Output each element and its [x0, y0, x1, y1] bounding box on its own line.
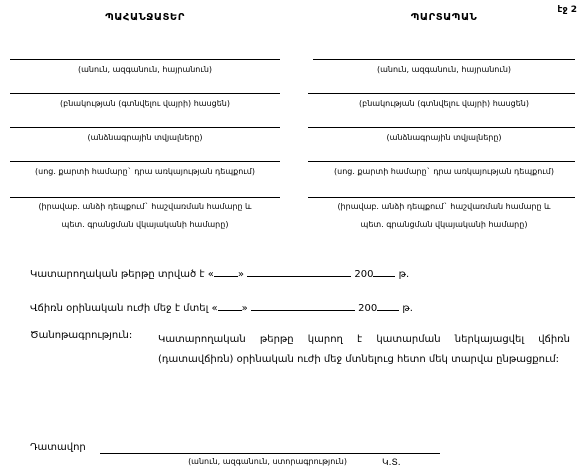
issued-date-statement — [30, 266, 409, 280]
effective-year-prefix: 200 — [358, 303, 378, 314]
effective-day-blank — [218, 300, 242, 311]
judge-signature-label: Դատավոր — [30, 442, 86, 453]
left-social-card-caption: (սոց. քարտի համարը` դրա առկայության դեպքում) — [35, 167, 255, 176]
right-legal-entity-caption-2: պետ. գրանցման վկայականի համարը) — [360, 220, 528, 229]
left-address-caption: (բնակության (գտնվելու վայրի) հասցեն) — [60, 99, 230, 108]
right-passport-line — [308, 127, 575, 128]
left-column-heading: ՊԱՀԱՆՋԱՏԵՐ — [105, 12, 185, 23]
left-name-line — [10, 59, 280, 60]
right-name-caption: (անուն, ազգանուն, հայրանուն) — [376, 65, 512, 74]
left-legal-entity-caption-1: (իրավաբ. անձի դեպքում` հաշվառման համարը և — [38, 202, 252, 211]
judge-signature-caption: (անուն, ազգանուն, ստորագրություն) — [188, 457, 347, 466]
right-legal-entity-line — [308, 197, 575, 198]
issued-close-quote: » — [237, 269, 244, 280]
judge-signature-line — [100, 453, 440, 454]
right-address-line — [308, 93, 575, 94]
issued-day-blank — [214, 266, 238, 277]
left-legal-entity-caption-2: պետ. գրանցման վկայականի համարը) — [61, 220, 229, 229]
left-passport-line — [10, 127, 280, 128]
right-address-caption: (բնակության (գտնվելու վայրի) հասցեն) — [359, 99, 529, 108]
effective-date-prefix: Վճիռն օրինական ուժի մեջ է մտել « — [30, 303, 218, 314]
note-label: Ծանոթագրություն: — [30, 330, 133, 341]
issued-year-suffix: թ. — [398, 269, 410, 280]
left-passport-caption: (անձնագրային տվյալները) — [87, 133, 203, 142]
left-social-card-line — [10, 161, 280, 162]
right-name-line — [313, 59, 575, 60]
stamp-place-label: Կ.Տ. — [382, 458, 401, 468]
effective-year-blank — [377, 300, 399, 311]
effective-month-blank — [251, 300, 355, 311]
right-social-card-caption: (սոց. քարտի համարը` դրա առկայության դեպքում) — [334, 167, 554, 176]
issued-year-prefix: 200 — [354, 269, 374, 280]
effective-date-statement — [30, 300, 413, 314]
right-passport-caption: (անձնագրային տվյալները) — [386, 133, 502, 142]
effective-year-suffix: թ. — [402, 303, 413, 314]
page-number: էջ 2 — [557, 5, 577, 15]
right-legal-entity-caption-1: (իրավաբ. անձի դեպքում` հաշվառման համարը և — [337, 202, 551, 211]
note-text: Կատարողական թերթը կարող է կատարման ներկայացվել վճիռն (դատավճիռն) օրինական ուժի մեջ մտնելուց հետո մեկ տարվա ընթացքում: — [158, 334, 570, 365]
left-address-line — [10, 93, 280, 94]
issued-date-prefix: Կատարողական թերթը տրված է « — [30, 269, 214, 280]
effective-close-quote: » — [241, 303, 248, 314]
left-name-caption: (անուն, ազգանուն, հայրանուն) — [77, 65, 213, 74]
issued-year-blank — [373, 266, 395, 277]
right-social-card-line — [308, 161, 575, 162]
left-legal-entity-line — [10, 197, 280, 198]
right-column-heading: ՊԱՐՏԱՊԱՆ — [410, 12, 478, 23]
issued-month-blank — [247, 266, 351, 277]
